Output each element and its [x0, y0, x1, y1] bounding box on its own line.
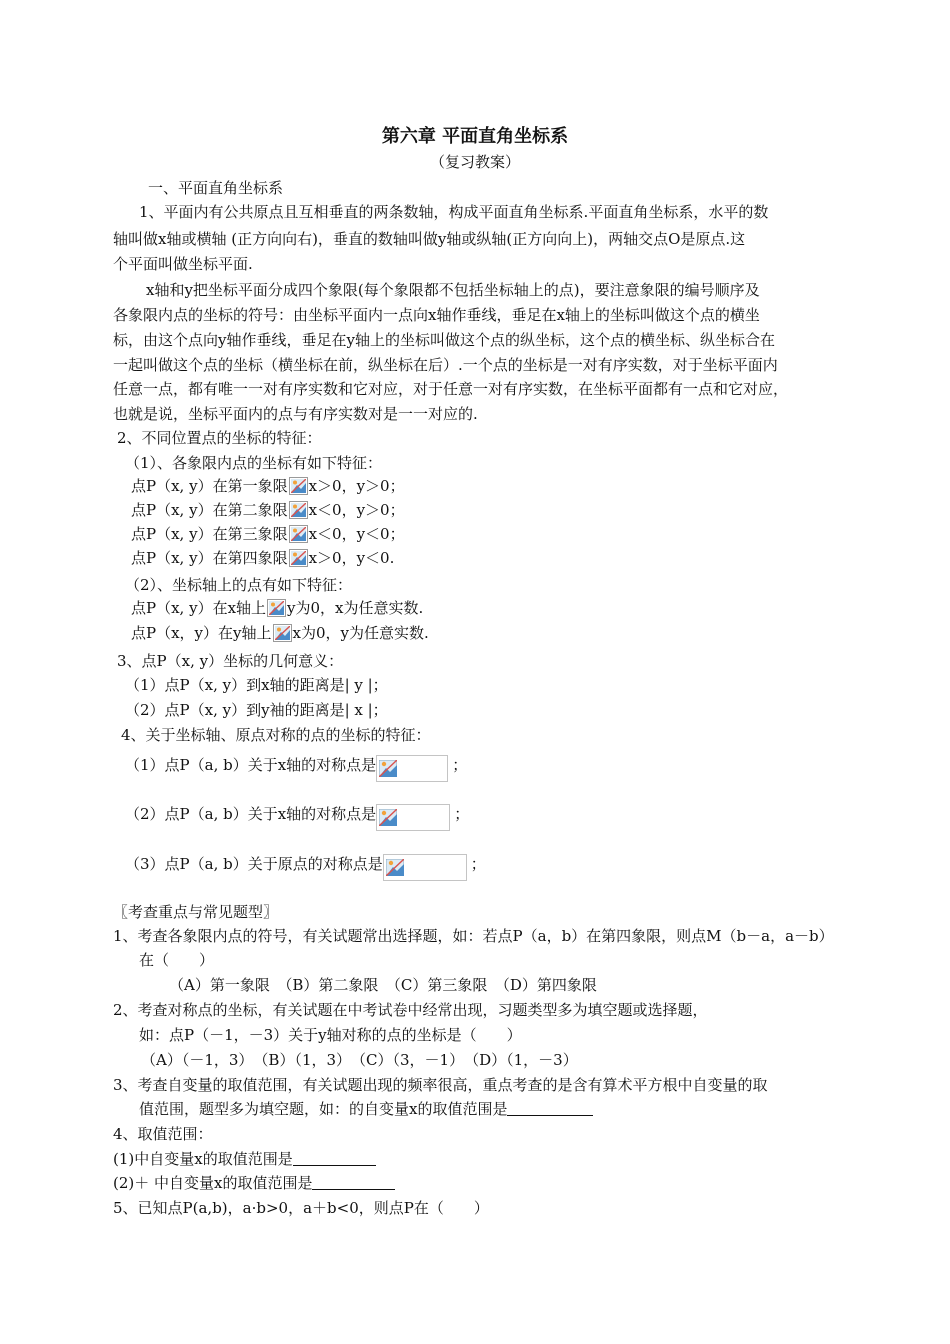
- question-line: 2、考查对称点的坐标，有关试题在中考试卷中经常出现，习题类型多为填空题或选择题，: [113, 1001, 708, 1019]
- page-subtitle: （复习教案）: [429, 153, 520, 171]
- formula-image-placeholder: [383, 854, 467, 881]
- section2-heading: 2、不同位置点的坐标的特征：: [117, 429, 322, 447]
- question-line: 在（ ）: [139, 951, 215, 969]
- symmetry-rule: （3）点P（a, b）关于原点的对称点是 ；: [125, 854, 486, 881]
- paragraph-line: 一起叫做这个点的坐标（横坐标在前，纵坐标在后）.一个点的坐标是一对有序实数，对于坐标平面内: [113, 356, 778, 374]
- paragraph-line: 轴叫做x轴或横轴 (正方向向右)，垂直的数轴叫做y轴或纵轴(正方向向上)，两轴交点O是原点.这: [113, 230, 746, 248]
- quadrant-rule: 点P（x, y）在第三象限 x＜0，y＜0；: [131, 525, 405, 543]
- exam-heading: 〖考查重点与常见题型〗: [113, 903, 279, 921]
- section3-item: （1）点P（x, y）到x轴的距离是| y |；: [125, 676, 388, 694]
- broken-image-icon: [289, 525, 308, 543]
- paragraph-line: 也就是说，坐标平面内的点与有序实数对是一一对应的.: [113, 405, 478, 423]
- section3-heading: 3、点P（x, y）坐标的几何意义：: [117, 652, 344, 670]
- question-line: 1、考查各象限内点的符号，有关试题常出选择题，如：若点P（a，b）在第四象限，则点M（b－a，a－b）: [113, 927, 834, 945]
- answer-blank[interactable]: [507, 1101, 593, 1116]
- formula-image-placeholder: [376, 755, 448, 782]
- question-line: 如：点P（－1，－3）关于y轴对称的点的坐标是（ ）: [139, 1026, 522, 1044]
- paragraph-line: 个平面叫做坐标平面.: [113, 255, 253, 273]
- question-line: 3、考查自变量的取值范围，有关试题出现的频率很高，重点考查的是含有算术平方根中自变量的取: [113, 1076, 768, 1094]
- question-line: (1)中自变量x的取值范围是: [113, 1150, 376, 1168]
- section4-heading: 4、关于坐标轴、原点对称的点的坐标的特征：: [121, 726, 431, 744]
- question-line: 5、已知点P(a,b)，a·b>0，a＋b<0，则点P在（ ）: [113, 1199, 489, 1217]
- section3-item: （2）点P（x, y）到y袖的距离是| x |；: [125, 701, 388, 719]
- page-title: 第六章 平面直角坐标系: [381, 126, 569, 147]
- question-line: (2)＋ 中自变量x的取值范围是: [113, 1174, 395, 1192]
- quadrant-rule: 点P（x, y）在第四象限 x＞0，y＜0.: [131, 549, 395, 567]
- section2-sub1: （1）、各象限内点的坐标有如下特征：: [125, 454, 383, 472]
- answer-blank[interactable]: [293, 1151, 376, 1166]
- question-line: 4、取值范围：: [113, 1125, 213, 1143]
- quadrant-rule: 点P（x, y）在第一象限 x＞0，y＞0；: [131, 477, 405, 495]
- section1-heading: 一、平面直角坐标系: [148, 179, 284, 197]
- broken-image-icon: [273, 624, 292, 642]
- paragraph-line: 各象限内点的坐标的符号：由坐标平面内一点向x轴作垂线，垂足在x轴上的坐标叫做这个点的横坐: [113, 306, 760, 324]
- broken-image-icon: [289, 501, 308, 519]
- axis-rule: 点P（x，y）在y轴上 x为0，y为任意实数.: [131, 624, 429, 642]
- paragraph-line: 标，由这个点向y轴作垂线，垂足在y轴上的坐标叫做这个点的纵坐标，这个点的横坐标、纵坐标合在: [113, 331, 775, 349]
- section2-sub2: （2）、坐标轴上的点有如下特征：: [125, 576, 353, 594]
- paragraph-line: x轴和y把坐标平面分成四个象限(每个象限都不包括坐标轴上的点)，要注意象限的编号顺序及: [146, 281, 760, 299]
- axis-rule: 点P（x, y）在x轴上 y为0，x为任意实数.: [131, 599, 424, 617]
- broken-image-icon: [289, 477, 308, 495]
- question-line: 值范围，题型多为填空题，如：的自变量x的取值范围是: [139, 1100, 593, 1118]
- symmetry-rule: （2）点P（a, b）关于x轴的对称点是 ；: [125, 804, 469, 831]
- question-options: （A）（－1，3） （B）（1，3） （C）（3，－1） （D）（1，－3）: [141, 1051, 578, 1069]
- answer-blank[interactable]: [312, 1175, 395, 1190]
- symmetry-rule: （1）点P（a, b）关于x轴的对称点是 ；: [125, 755, 467, 782]
- broken-image-icon: [289, 549, 308, 567]
- broken-image-icon: [267, 599, 286, 617]
- paragraph-line: 任意一点，都有唯一一对有序实数和它对应，对于任意一对有序实数，在坐标平面都有一点和它对应，: [113, 380, 789, 398]
- question-options: （A）第一象限 （B）第二象限 （C）第三象限 （D）第四象限: [169, 976, 597, 994]
- formula-image-placeholder: [376, 804, 450, 831]
- quadrant-rule: 点P（x, y）在第二象限 x＜0，y＞0；: [131, 501, 405, 519]
- paragraph-line: 1、平面内有公共原点且互相垂直的两条数轴，构成平面直角坐标系.平面直角坐标系，水平的数: [139, 203, 769, 221]
